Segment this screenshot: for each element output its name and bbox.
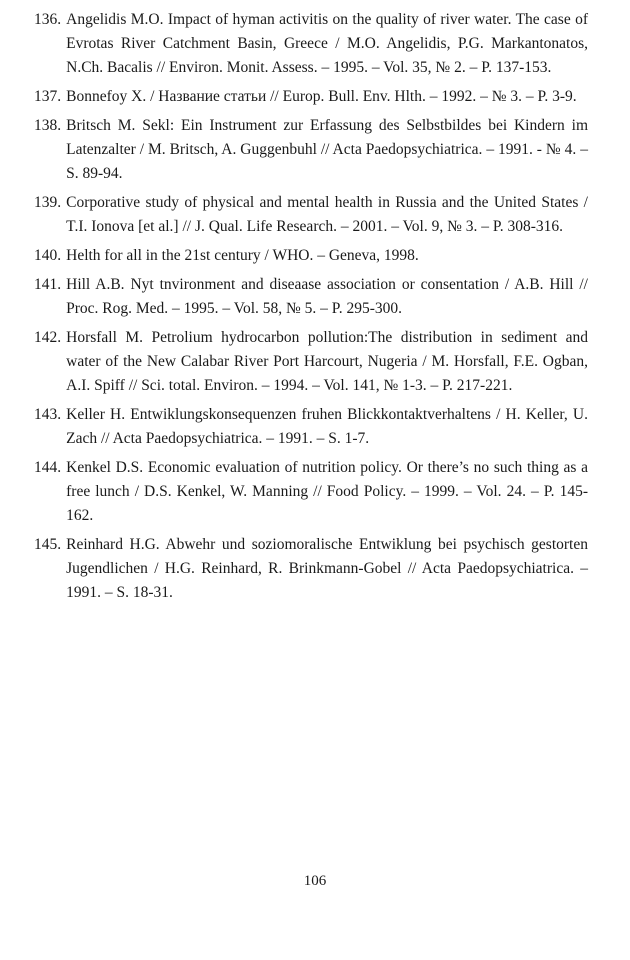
reference-list: [34, 8, 588, 610]
reference-number: 141.: [34, 276, 62, 293]
reference-number: 145.: [34, 536, 62, 553]
reference-text: Reinhard H.G. Abwehr und soziomoralische Entwiklung bei psychisch gestorten Jugendlichen / H.G. Reinhard, R. Brinkmann-Gobel // Acta Paedopsychiatrica. – 1991. – S. 18-31.: [66, 536, 588, 601]
reference-item: [34, 244, 588, 268]
reference-text: Kenkel D.S. Economic evaluation of nutrition policy. Or there’s no such thing as a free lunch / D.S. Kenkel, W. Manning // Food Policy. – 1999. – Vol. 24. – P. 145-162.: [66, 459, 588, 524]
reference-number: 137.: [34, 88, 62, 105]
reference-item: [34, 85, 588, 109]
reference-number: 142.: [34, 329, 62, 346]
reference-item: [34, 8, 588, 80]
reference-number: 140.: [34, 247, 62, 264]
page-number: 106: [303, 873, 327, 889]
reference-text: Britsch M. Sekl: Ein Instrument zur Erfassung des Selbstbildes bei Kindern im Latenzalter / M. Britsch, A. Guggenbuhl // Acta Paedopsychiatrica. – 1991. - № 4. – S. 89-94.: [66, 117, 588, 182]
reference-item: [34, 403, 588, 451]
reference-item: [34, 456, 588, 528]
reference-number: 144.: [34, 459, 62, 476]
reference-item: [34, 326, 588, 398]
reference-item: [34, 533, 588, 605]
reference-text: Hill A.B. Nyt tnvironment and diseaase association or consentation / A.B. Hill // Proc. Rog. Med. – 1995. – Vol. 58, № 5. – P. 295-300.: [66, 276, 588, 317]
reference-text: Angelidis M.O. Impact of hyman activitis on the quality of river water. The case of Evrotas River Catchment Basin, Greece / M.O. Angelidis, P.G. Markantonatos, N.Ch. Bacalis // Environ. Monit. Assess. – 1995. – Vol. 35, № 2. – P. 137-153.: [66, 11, 588, 76]
reference-text: Helth for all in the 21st century / WHO. – Geneva, 1998.: [66, 247, 419, 264]
reference-number: 136.: [34, 11, 62, 28]
reference-number: 138.: [34, 117, 62, 134]
reference-number: 139.: [34, 194, 62, 211]
reference-item: [34, 273, 588, 321]
reference-item: [34, 191, 588, 239]
reference-text: Bonnefoy X. / Название статьи // Europ. Bull. Env. Hlth. – 1992. – № 3. – P. 3-9.: [66, 88, 577, 105]
reference-text: Corporative study of physical and mental health in Russia and the United States / T.I. Ionova [et al.] // J. Qual. Life Research. – 2001. – Vol. 9, № 3. – P. 308-316.: [66, 194, 588, 235]
reference-text: Horsfall M. Petrolium hydrocarbon pollution:The distribution in sediment and water of the New Calabar River Port Harcourt, Nugeria / M. Horsfall, F.E. Ogban, A.I. Spiff // Sci. total. Environ. – 1994. – Vol. 141, № 1-3. – P. 217-221.: [66, 329, 588, 394]
reference-text: Keller H. Entwiklungskonsequenzen fruhen Blickkontaktverhaltens / H. Keller, U. Zach // Acta Paedopsychiatrica. – 1991. – S. 1-7.: [66, 406, 588, 447]
reference-item: [34, 114, 588, 186]
reference-number: 143.: [34, 406, 62, 423]
